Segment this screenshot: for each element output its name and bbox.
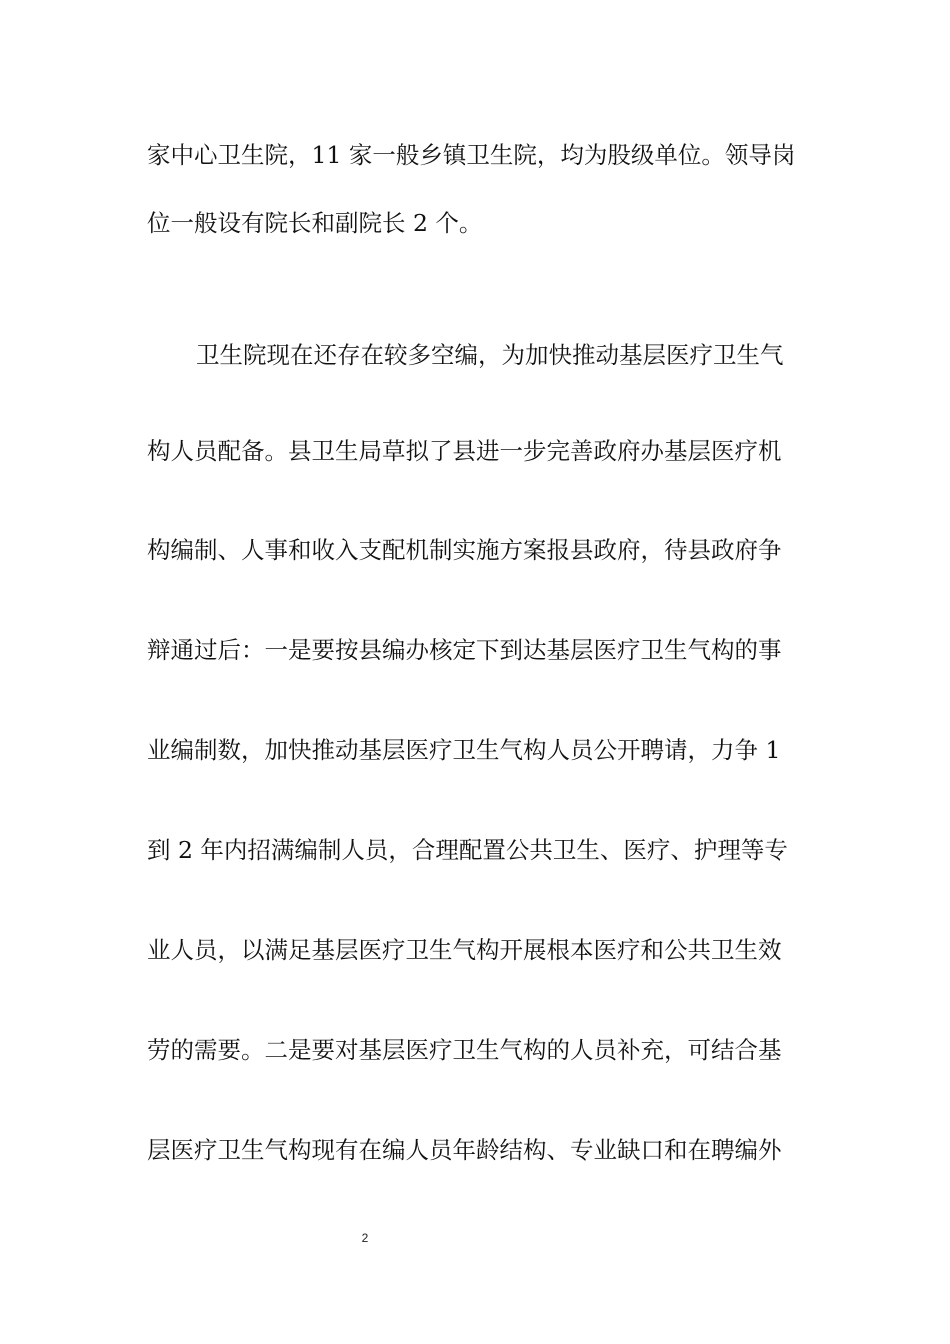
text-line-11: 层医疗卫生气构现有在编人员年龄结构、专业缺口和在聘编外	[147, 1136, 782, 1164]
text-line-7: 业编制数，加快推动基层医疗卫生气构人员公开聘请，力争 1	[147, 736, 781, 764]
text-line-9: 业人员，以满足基层医疗卫生气构开展根本医疗和公共卫生效	[147, 936, 782, 964]
paragraph-start-line: 卫生院现在还存在较多空编，为加快推动基层医疗卫生气	[196, 341, 784, 369]
text-line-10: 劳的需要。二是要对基层医疗卫生气构的人员补充，可结合基	[147, 1036, 782, 1064]
text-line-5: 构编制、人事和收入支配机制实施方案报县政府，待县政府争	[147, 536, 782, 564]
text-line-4: 构人员配备。县卫生局草拟了县进一步完善政府办基层医疗机	[147, 437, 782, 465]
text-line-2: 位一般设有院长和副院长 2 个。	[147, 209, 483, 237]
text-line-6: 辩通过后：一是要按县编办核定下到达基层医疗卫生气构的事	[147, 636, 782, 664]
page-number: 2	[361, 1231, 369, 1245]
text-line-8: 到 2 年内招满编制人员，合理配置公共卫生、医疗、护理等专	[147, 836, 788, 864]
text-line-1: 家中心卫生院，11 家一般乡镇卫生院，均为股级单位。领导岗	[147, 141, 796, 169]
